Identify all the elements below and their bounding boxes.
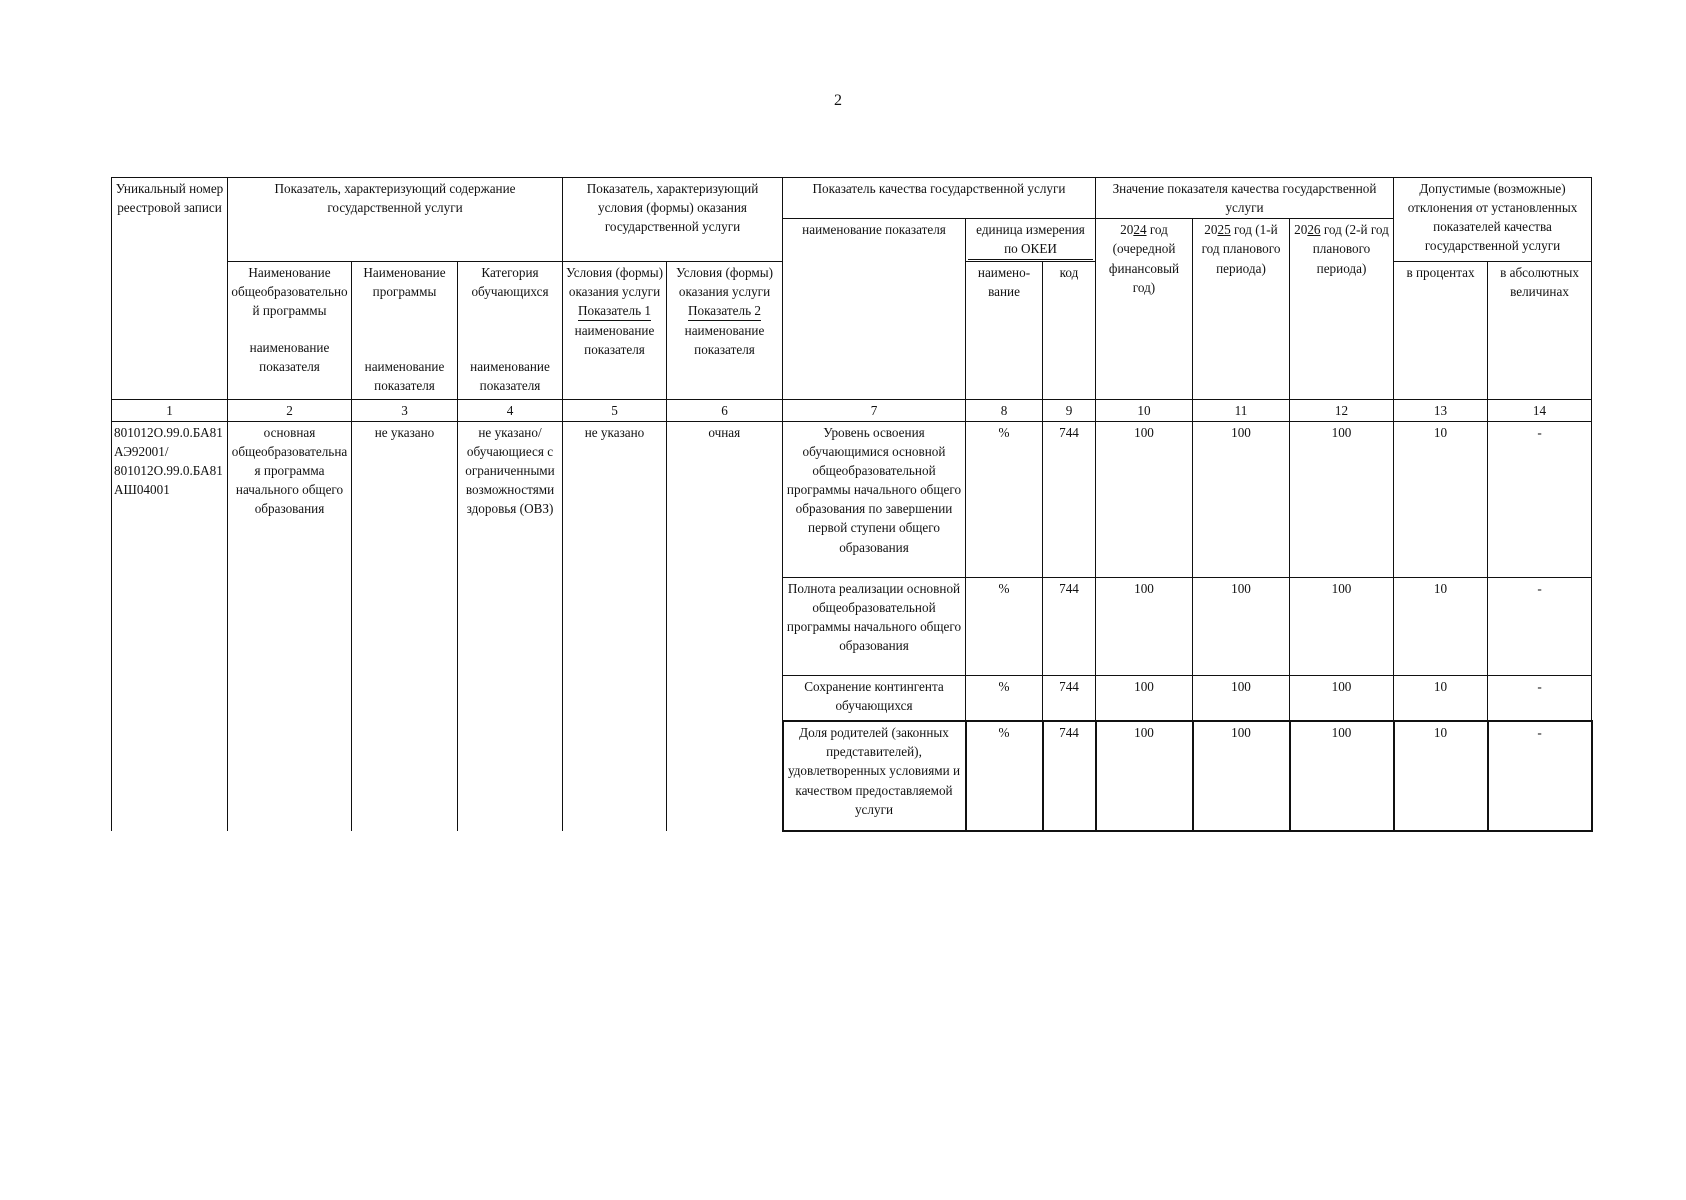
header-unit-code: код [1043,261,1096,399]
column-number: 5 [563,399,667,421]
header-conditions-group: Показатель, характеризующий условия (формы) оказания государственной услуги [563,178,783,262]
indicator-value-2025: 100 [1193,421,1290,577]
column-number: 1 [112,399,228,421]
indicator-name: Сохранение контингента обучающихся [783,675,966,721]
deviation-absolute: - [1488,675,1592,721]
indicator-unit: % [966,721,1043,831]
header-unit-name: наимено-вание [966,261,1043,399]
indicator-value-2025: 100 [1193,577,1290,675]
deviation-absolute: - [1488,577,1592,675]
deviation-absolute: - [1488,421,1592,577]
column-number: 10 [1096,399,1193,421]
condition-1: не указано [563,421,667,831]
header-registry: Уникальный номер реестровой записи [112,178,228,400]
column-number: 12 [1290,399,1394,421]
column-number: 8 [966,399,1043,421]
header-col-6: Условия (формы) оказания услуги Показатель 2 наименование показателя [667,261,783,399]
indicator-value-2024: 100 [1096,675,1193,721]
indicator-unit: % [966,421,1043,577]
indicator-code: 744 [1043,577,1096,675]
indicator-value-2026: 100 [1290,675,1394,721]
indicator-value-2026: 100 [1290,721,1394,831]
indicator-name: Доля родителей (законных представителей), удовлетворенных условиями и качеством предоставляемой услуги [783,721,966,831]
table-row [112,421,1592,577]
column-number: 13 [1394,399,1488,421]
header-content-group: Показатель, характеризующий содержание государственной услуги [228,178,563,262]
quality-indicators-table [111,177,1593,832]
indicator-code: 744 [1043,675,1096,721]
deviation-percent: 10 [1394,675,1488,721]
indicator-code: 744 [1043,421,1096,577]
column-number: 11 [1193,399,1290,421]
header-quality-group: Показатель качества государственной услуги [783,178,1096,219]
indicator-name: Полнота реализации основной общеобразовательной программы начального общего образования [783,577,966,675]
header-indicator-name: наименование показателя [783,219,966,399]
deviation-absolute: - [1488,721,1592,831]
column-number: 6 [667,399,783,421]
header-unit-okei: единица измерения по ОКЕИ [966,219,1096,261]
header-col-5: Условия (формы) оказания услуги Показатель 1 наименование показателя [563,261,667,399]
header-row-1 [112,178,1592,219]
indicator-value-2024: 100 [1096,577,1193,675]
indicator-value-2026: 100 [1290,577,1394,675]
indicator-value-2025: 100 [1193,721,1290,831]
condition-2: очная [667,421,783,831]
indicator-code: 744 [1043,721,1096,831]
header-dev-abs: в абсолютных величинах [1488,261,1592,399]
column-number: 4 [458,399,563,421]
header-col-4: Категория обучающихся наименование показателя [458,261,563,399]
deviation-percent: 10 [1394,421,1488,577]
deviation-percent: 10 [1394,721,1488,831]
student-category: не указано/ обучающиеся с ограниченными возможностями здоровья (ОВЗ) [458,421,563,831]
header-deviation-group: Допустимые (возможные) отклонения от установленных показателей качества государственной услуги [1394,178,1592,262]
column-number: 14 [1488,399,1592,421]
column-number: 7 [783,399,966,421]
column-numbers-row [112,399,1592,421]
column-number: 3 [352,399,458,421]
indicator-value-2024: 100 [1096,721,1193,831]
header-value-group: Значение показателя качества государственной услуги [1096,178,1394,219]
program-title: не указано [352,421,458,831]
program-name: основная общеобразовательная программа начального общего образования [228,421,352,831]
registry-number: 801012О.99.0.БА81АЭ92001/ 801012О.99.0.БА81АШ04001 [112,421,228,831]
header-year-2: 2025 год (1-й год планового периода) [1193,219,1290,399]
indicator-value-2025: 100 [1193,675,1290,721]
page-number: 2 [834,92,842,109]
deviation-percent: 10 [1394,577,1488,675]
header-year-3: 2026 год (2-й год планового периода) [1290,219,1394,399]
indicator-value-2026: 100 [1290,421,1394,577]
column-number: 9 [1043,399,1096,421]
indicator-value-2024: 100 [1096,421,1193,577]
indicator-name: Уровень освоения обучающимися основной общеобразовательной программы начального общего образования по завершении первой ступени общего образования [783,421,966,577]
indicator-unit: % [966,675,1043,721]
column-number: 2 [228,399,352,421]
header-col-3: Наименование программы наименование показателя [352,261,458,399]
header-year-1: 2024 год (очередной финансовый год) [1096,219,1193,399]
header-col-2: Наименование общеобразовательной программы наименование показателя [228,261,352,399]
indicator-unit: % [966,577,1043,675]
header-dev-percent: в процентах [1394,261,1488,399]
